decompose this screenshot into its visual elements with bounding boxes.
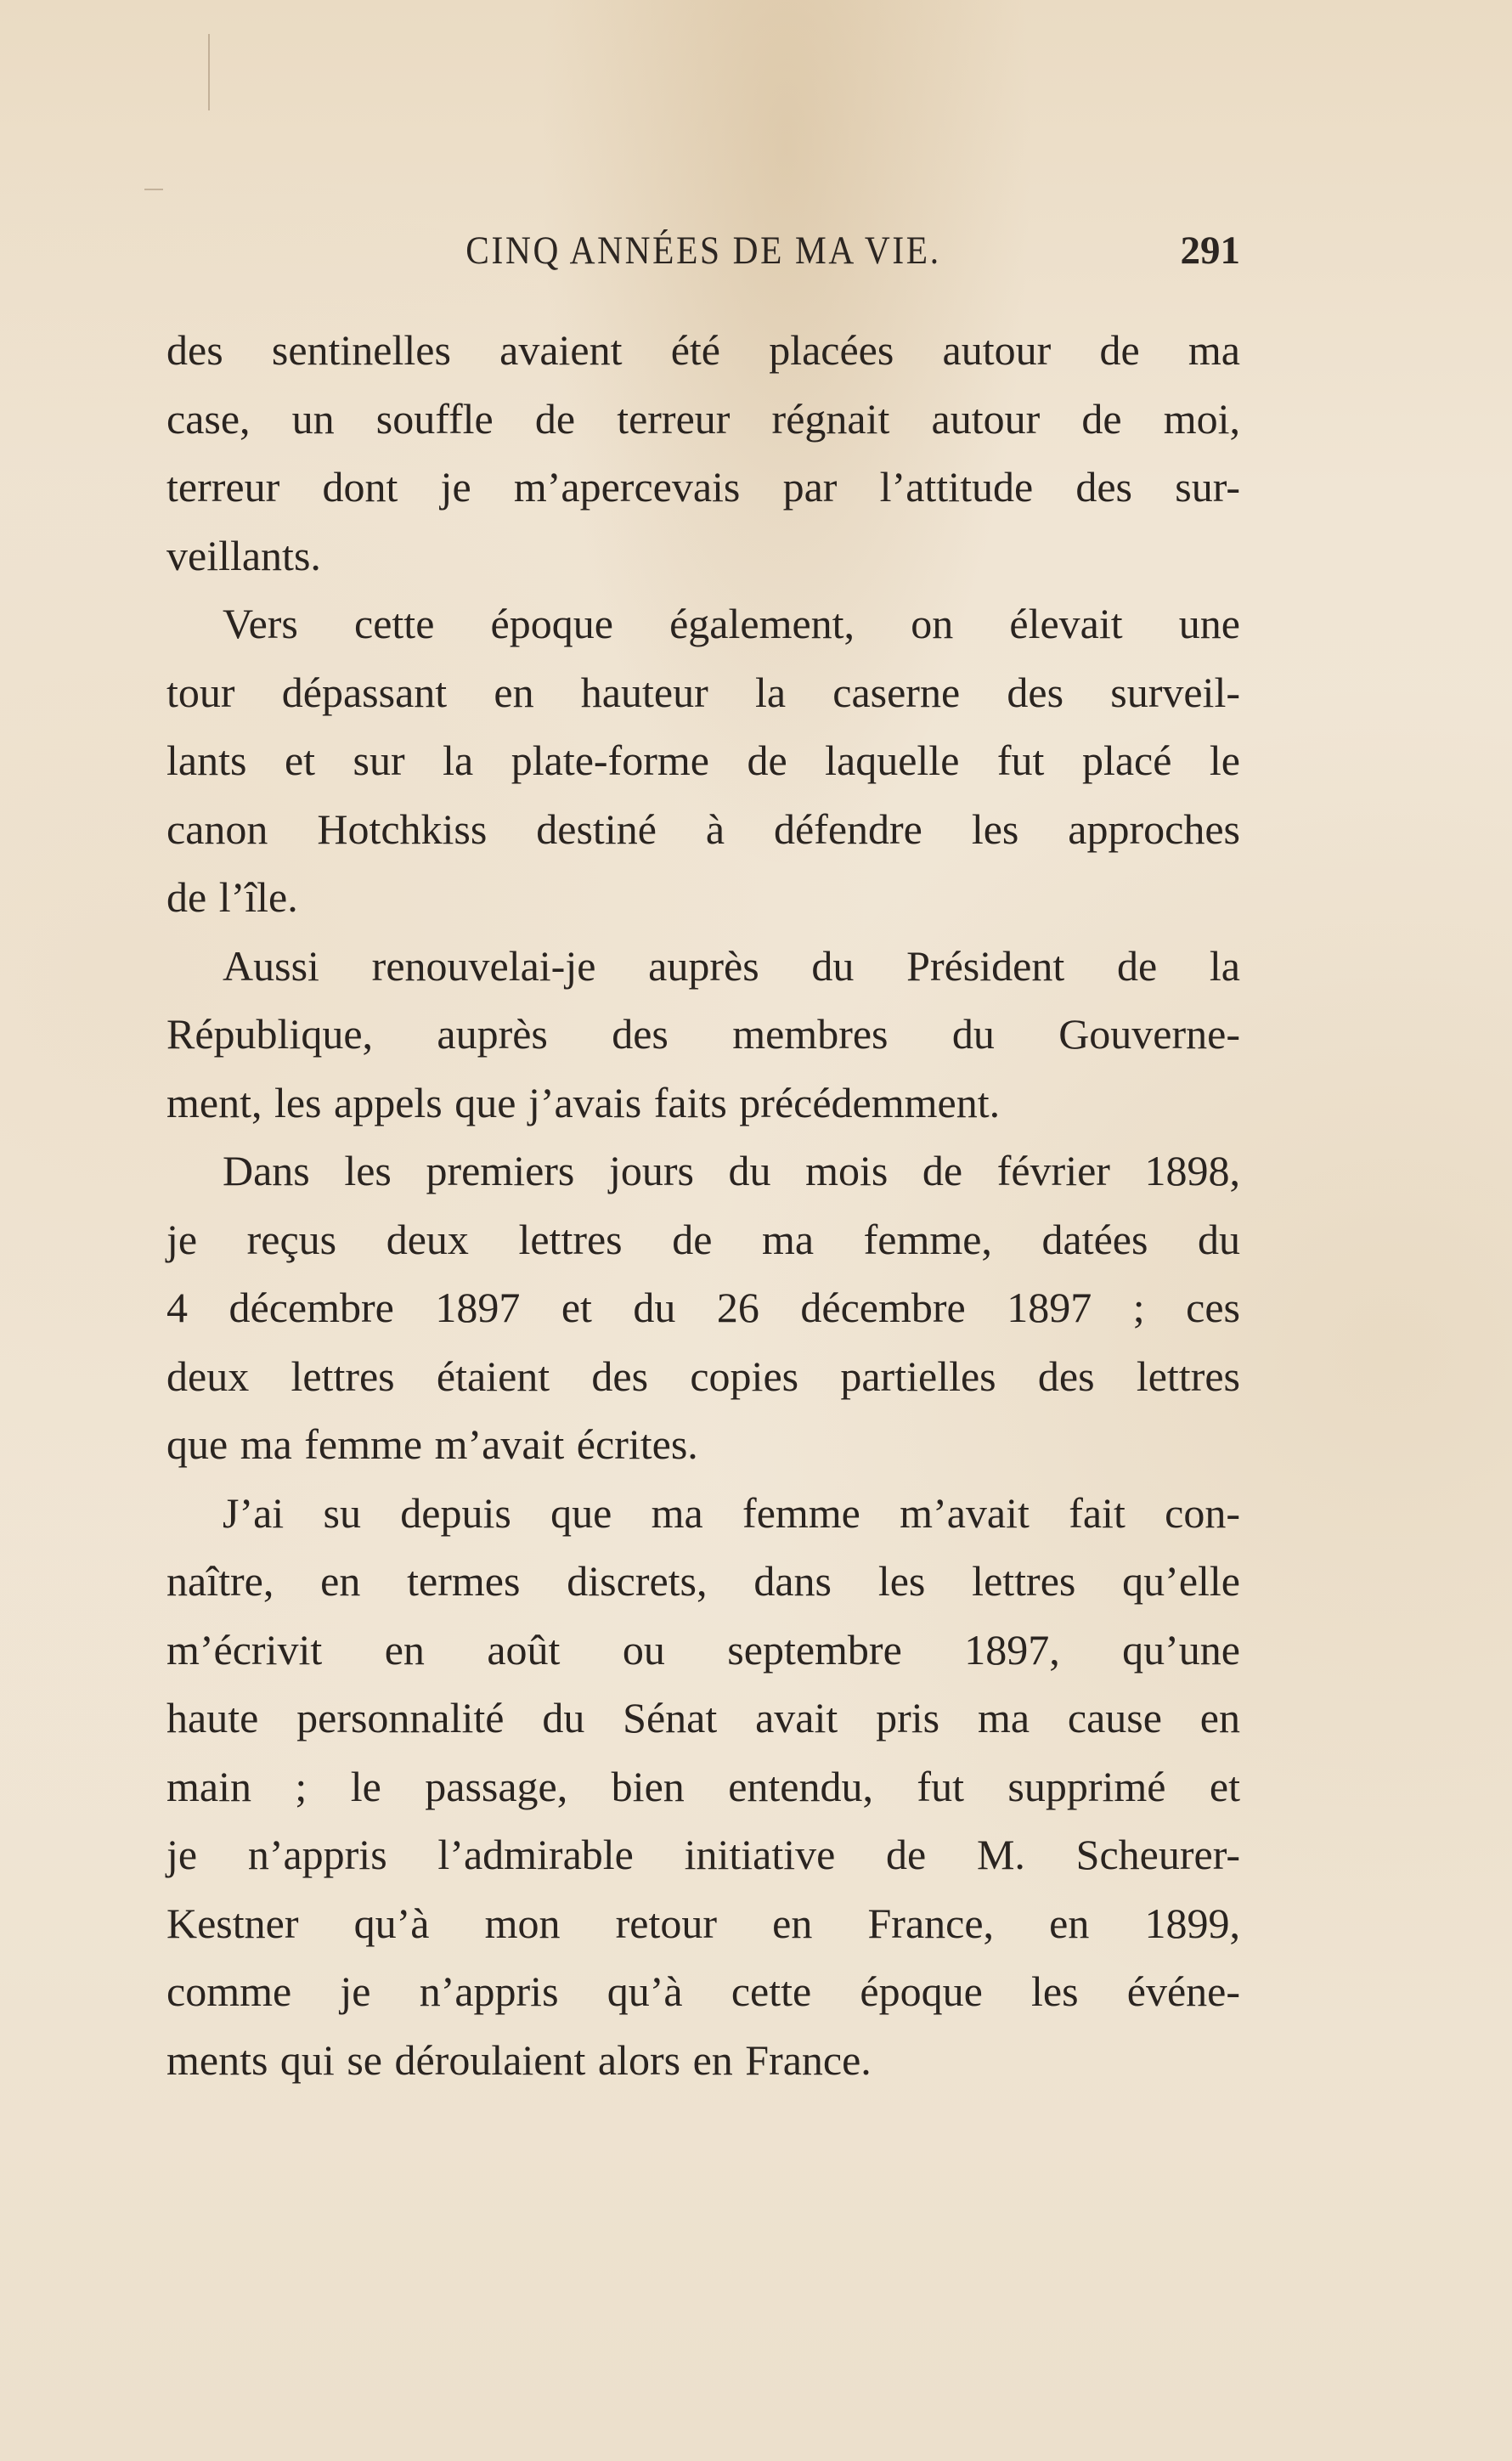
paragraph <box>166 932 1240 1137</box>
text-line: deux lettres étaient des copies partielles des lettres <box>166 1352 1240 1400</box>
text-line: je reçus deux lettres de ma femme, datées du <box>166 1215 1240 1263</box>
text-line: naître, en termes discrets, dans les lettres qu’elle <box>166 1557 1240 1605</box>
margin-mark <box>208 34 210 110</box>
paragraph <box>166 590 1240 932</box>
text-line: tour dépassant en hauteur la caserne des surveil- <box>166 668 1240 716</box>
text-line: terreur dont je m’apercevais par l’attitude des sur- <box>166 463 1240 511</box>
text-line: Kestner qu’à mon retour en France, en 1899, <box>166 1899 1240 1947</box>
text-line: lants et sur la plate-forme de laquelle fut placé le <box>166 737 1240 784</box>
margin-mark <box>144 189 163 190</box>
paragraph <box>166 1137 1240 1479</box>
text-line: case, un souffle de terreur régnait autour de moi, <box>166 394 1240 443</box>
running-title: CINQ ANNÉES DE MA VIE. <box>465 229 941 273</box>
running-header <box>166 228 1240 287</box>
text-line: République, auprès des membres du Gouverne- <box>166 1010 1240 1058</box>
text-line: ments qui se déroulaient alors en France. <box>166 2035 872 2084</box>
text-line: Dans les premiers jours du mois de février 1898, <box>223 1147 1240 1194</box>
text-line: m’écrivit en août ou septembre 1897, qu’une <box>166 1625 1240 1674</box>
text-line: comme je n’appris qu’à cette époque les événe- <box>166 1967 1240 2015</box>
text-line: des sentinelles avaient été placées autour de ma <box>166 326 1240 374</box>
text-line: Vers cette époque également, on élevait une <box>223 600 1240 647</box>
paragraph <box>166 1479 1240 2095</box>
body-text <box>166 316 1240 2094</box>
text-line: main ; le passage, bien entendu, fut supprimé et <box>166 1762 1240 1810</box>
text-line: 4 décembre 1897 et du 26 décembre 1897 ; ces <box>166 1284 1240 1331</box>
page-number: 291 <box>1180 229 1240 273</box>
text-line: veillants. <box>166 531 321 579</box>
text-line: haute personnalité du Sénat avait pris ma cause en <box>166 1694 1240 1741</box>
text-line: Aussi renouvelai-je auprès du Président de la <box>223 941 1240 990</box>
text-line: J’ai su depuis que ma femme m’avait fait con- <box>223 1488 1240 1537</box>
text-line: ment, les appels que j’avais faits précédemment. <box>166 1078 1001 1126</box>
text-line: que ma femme m’avait écrites. <box>166 1420 698 1468</box>
text-line: je n’appris l’admirable initiative de M. Scheurer- <box>166 1831 1240 1878</box>
text-line: canon Hotchkiss destiné à défendre les approches <box>166 804 1240 853</box>
text-line: de l’île. <box>166 873 298 921</box>
paragraph <box>166 316 1240 590</box>
